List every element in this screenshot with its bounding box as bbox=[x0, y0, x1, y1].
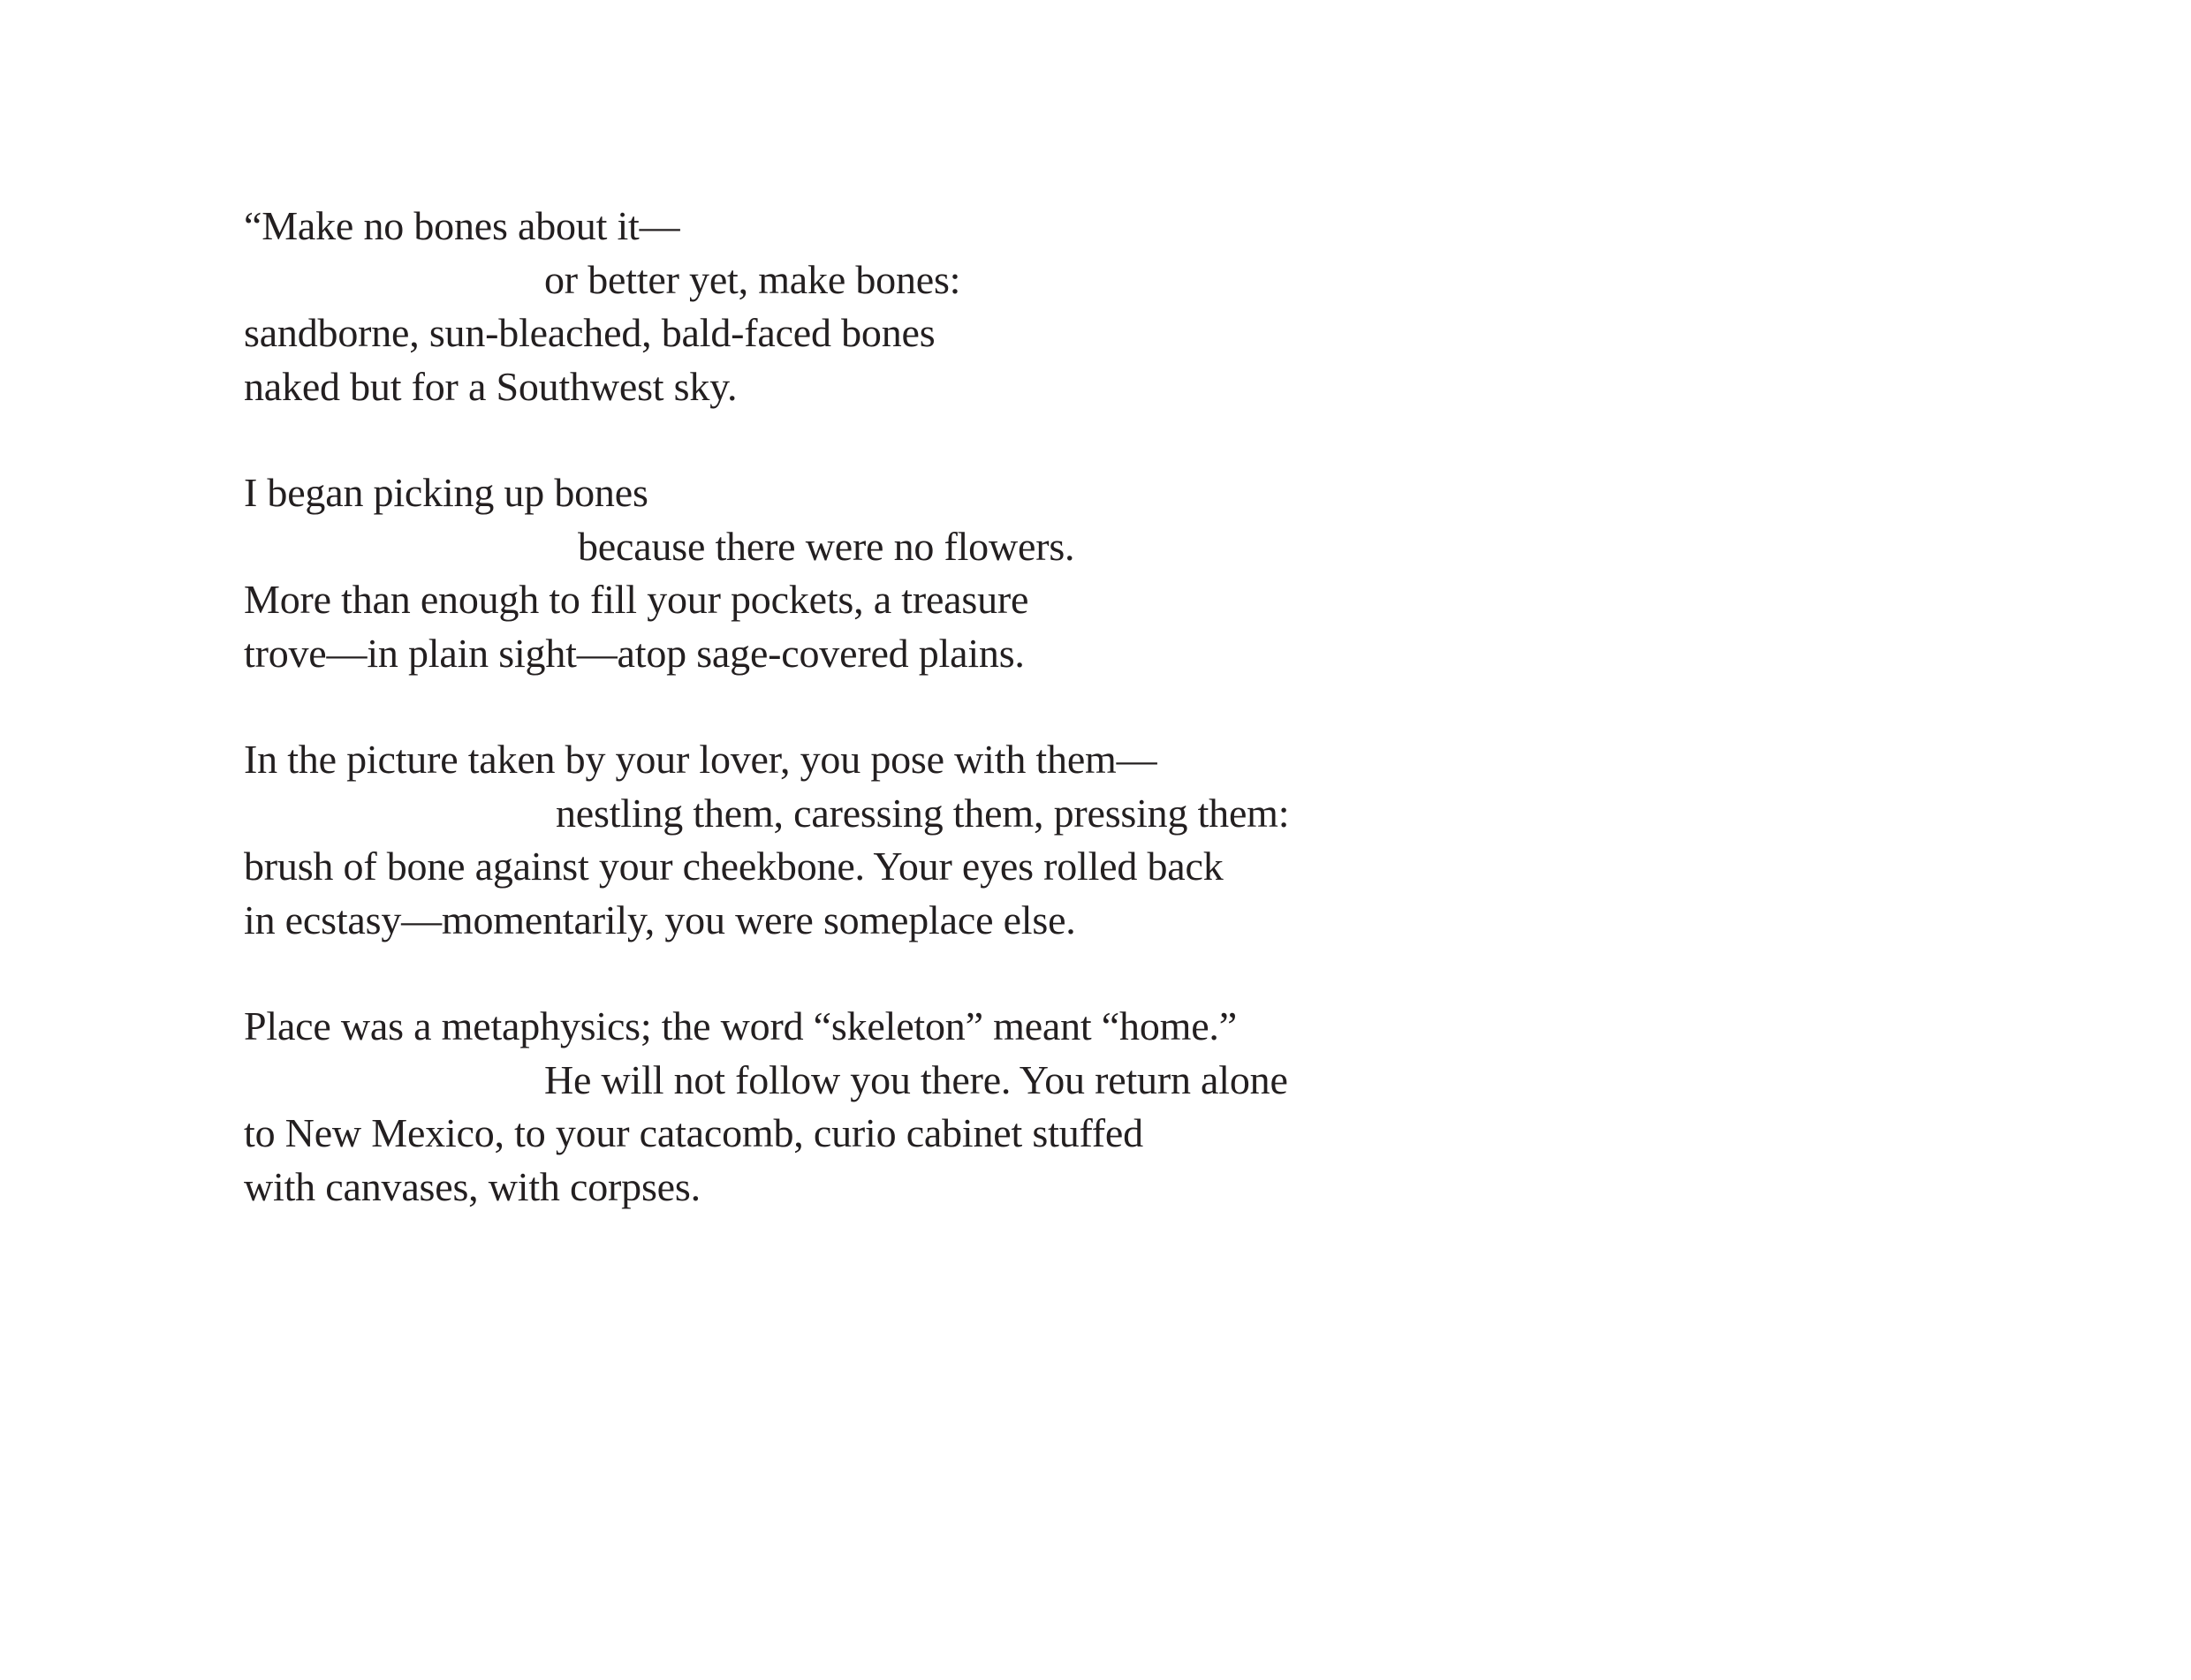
poem-line-indented: because there were no flowers. bbox=[578, 523, 1075, 569]
poem-line: to New Mexico, to your catacomb, curio cabinet stuffed bbox=[244, 1110, 1143, 1155]
poem-line: in ecstasy—momentarily, you were someplace else. bbox=[244, 897, 1076, 942]
poem-line: naked but for a Southwest sky. bbox=[244, 363, 738, 409]
poem-line: In the picture taken by your lover, you pose with them— bbox=[244, 737, 1157, 782]
poem-line-indented: nestling them, caressing them, pressing them: bbox=[556, 790, 1290, 836]
poem-line: sandborne, sun-bleached, bald-faced bones bbox=[244, 310, 936, 355]
poem-body bbox=[244, 200, 1922, 1267]
stanza-1 bbox=[244, 200, 1922, 413]
poem-line-indented: or better yet, make bones: bbox=[544, 256, 961, 302]
poem-line: with canvases, with corpses. bbox=[244, 1163, 701, 1209]
poem-line-indented: He will not follow you there. You return alone bbox=[544, 1056, 1288, 1102]
poem-line: More than enough to fill your pockets, a treasure bbox=[244, 577, 1029, 622]
poem-line: trove—in plain sight—atop sage-covered plains. bbox=[244, 630, 1025, 676]
poem-line: “Make no bones about it— bbox=[244, 203, 680, 248]
poem-line: brush of bone against your cheekbone. Your eyes rolled back bbox=[244, 844, 1224, 889]
poem-line: I began picking up bones bbox=[244, 470, 648, 515]
stanza-2 bbox=[244, 466, 1922, 680]
stanza-4 bbox=[244, 1000, 1922, 1214]
poem-line: Place was a metaphysics; the word “skeleton” meant “home.” bbox=[244, 1003, 1237, 1048]
stanza-3 bbox=[244, 733, 1922, 947]
